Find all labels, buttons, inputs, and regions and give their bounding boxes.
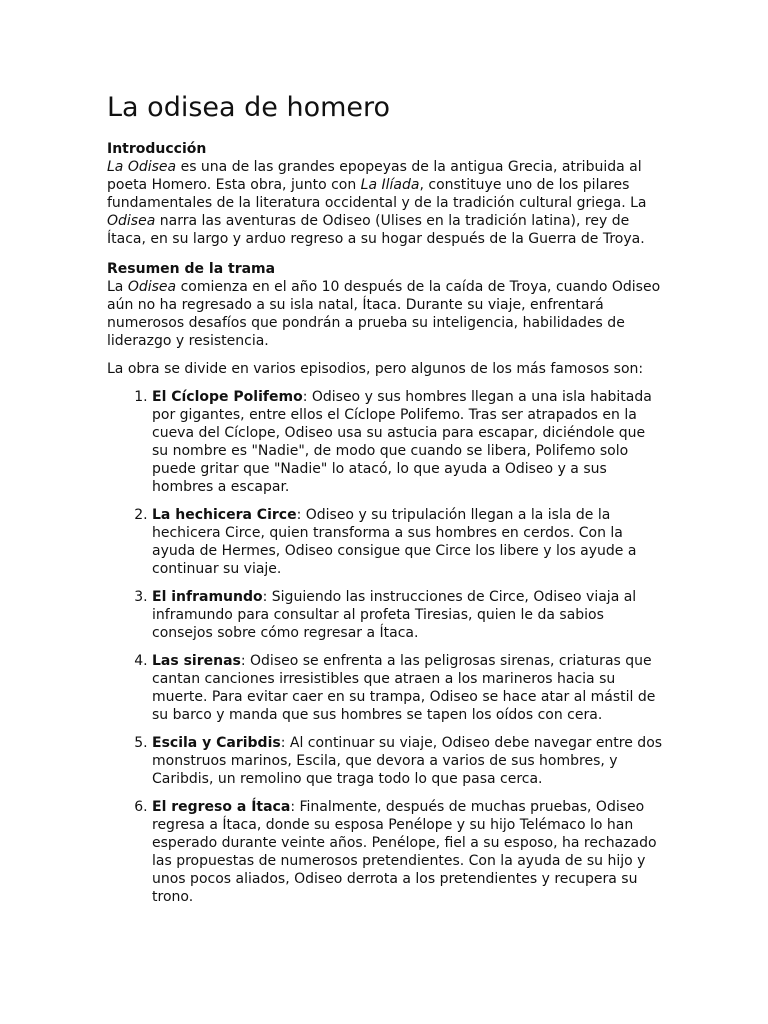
episode-term: El Cíclope Polifemo bbox=[152, 389, 303, 405]
intro-text: es una de las grandes epopeyas de la antigua Grecia, atribuida al poeta Homero. Esta obra, junto con bbox=[107, 159, 642, 193]
episode-term: El regreso a Ítaca bbox=[152, 799, 291, 815]
episode-text: : Odiseo y su tripulación llegan a la isla de la hechicera Circe, quien transforma a sus hombres en cerdos. Con la ayuda de Hermes, Odiseo consigue que Circe los libere y los ayude a continuar su viaje. bbox=[152, 507, 637, 577]
intro-heading: Introducción bbox=[107, 141, 207, 157]
list-item bbox=[152, 652, 663, 724]
summary-italic-odisea: Odisea bbox=[127, 279, 177, 295]
intro-text: narra las aventuras de Odiseo (Ulises en la tradición latina), rey de Ítaca, en su largo y arduo regreso a su hogar después de la Guerra de Troya. bbox=[107, 213, 645, 247]
episode-text: : Odiseo se enfrenta a las peligrosas sirenas, criaturas que cantan canciones irresistibles que atraen a los marineros hacia su muerte. Para evitar caer en su trampa, Odiseo se hace atar al mástil de su barco y manda que sus hombres se tapen los oídos con cera. bbox=[152, 653, 656, 723]
episode-term: Escila y Caribdis bbox=[152, 735, 281, 751]
episode-list bbox=[107, 388, 663, 906]
episode-term: El inframundo bbox=[152, 589, 263, 605]
list-item bbox=[152, 734, 663, 788]
list-item bbox=[152, 588, 663, 642]
document-page bbox=[107, 88, 663, 916]
intro-italic-title: La Odisea bbox=[107, 159, 177, 175]
summary-text: comienza en el año 10 después de la caída de Troya, cuando Odiseo aún no ha regresado a su isla natal, Ítaca. Durante su viaje, enfrentará numerosos desafíos que pondrán a prueba su inteligencia, habilidades de liderazgo y resistencia. bbox=[107, 279, 661, 349]
intro-text: , constituye uno de los pilares fundamentales de la literatura occidental y de la tradición cultural griega. La bbox=[107, 177, 647, 211]
intro-section bbox=[107, 140, 663, 248]
intro-italic-iliad: La Ilíada bbox=[360, 177, 420, 193]
list-item bbox=[152, 506, 663, 578]
summary-heading: Resumen de la trama bbox=[107, 261, 276, 277]
episode-term: Las sirenas bbox=[152, 653, 241, 669]
list-item bbox=[152, 388, 663, 496]
episode-text: : Siguiendo las instrucciones de Circe, Odiseo viaja al inframundo para consultar al profeta Tiresias, quien le da sabios consejos sobre cómo regresar a Ítaca. bbox=[152, 589, 637, 641]
episode-term: La hechicera Circe bbox=[152, 507, 297, 523]
episode-text: : Finalmente, después de muchas pruebas, Odiseo regresa a Ítaca, donde su esposa Penélope y su hijo Telémaco lo han esperado durante veinte años. Penélope, fiel a su esposo, ha rechazado las propuestas de numerosos pretendientes. Con la ayuda de su hijo y unos pocos aliados, Odiseo derrota a los pretendientes y recupera su trono. bbox=[152, 799, 657, 905]
list-item bbox=[152, 798, 663, 906]
intro-italic-odisea: Odisea bbox=[107, 213, 156, 229]
intro-paragraph bbox=[107, 158, 663, 248]
summary-paragraph bbox=[107, 278, 663, 350]
summary-text: La bbox=[107, 279, 128, 295]
summary-section bbox=[107, 260, 663, 906]
page-title: La odisea de homero bbox=[107, 92, 391, 123]
episode-text: : Al continuar su viaje, Odiseo debe navegar entre dos monstruos marinos, Escila, que devora a varios de sus hombres, y Caribdis, un remolino que traga todo lo que pasa cerca. bbox=[152, 735, 663, 787]
episode-text: : Odiseo y sus hombres llegan a una isla habitada por gigantes, entre ellos el Cíclope Polifemo. Tras ser atrapados en la cueva del Cíclope, Odiseo usa su astucia para escapar, diciéndole que su nombre es "Nadie", de modo que cuando se libera, Polifemo solo puede gritar que "Nadie" lo atacó, lo que ayuda a Odiseo y a sus hombres a escapar. bbox=[152, 389, 652, 495]
summary-intro-list: La obra se divide en varios episodios, pero algunos de los más famosos son: bbox=[107, 361, 644, 377]
